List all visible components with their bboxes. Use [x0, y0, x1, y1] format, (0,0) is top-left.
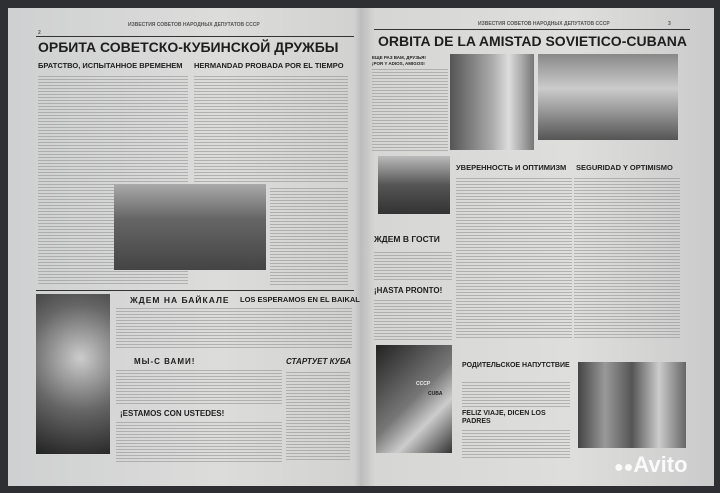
subheadline-ru: БРАТСТВО, ИСПЫТАННОЕ ВРЕМЕНЕМ	[38, 61, 183, 70]
avito-logo-icon: ●●	[614, 459, 634, 476]
parents-es: FELIZ VIAJE, DICEN LOS PADRES	[462, 410, 546, 426]
photo-havana	[538, 54, 678, 140]
photo-city	[114, 184, 266, 270]
photo-space-station	[36, 294, 110, 454]
small-headline-ru: ЕЩЕ РАЗ ВАМ, ДРУЗЬЯ!	[372, 55, 426, 60]
article-text	[116, 370, 282, 406]
article-text	[194, 76, 348, 182]
article-text	[456, 178, 572, 338]
article-text	[116, 422, 282, 462]
with-you-es: ¡ESTAMOS CON USTEDES!	[120, 409, 225, 418]
parents-ru: РОДИТЕЛЬСКОЕ НАПУТСТВИЕ	[462, 362, 570, 369]
small-headline-es: ¡POR Y ADIOS, AMIGOS!	[372, 61, 425, 66]
headline-ru: ОРБИТА СОВЕТСКО-КУБИНСКОЙ ДРУЖБЫ	[38, 39, 339, 55]
guests-es: ¡HASTA PRONTO!	[374, 286, 443, 295]
watermark-text: Avito	[633, 452, 688, 477]
poster-text-ussr: СССР	[416, 381, 431, 387]
newspaper-spread	[8, 8, 714, 486]
article-text	[374, 300, 452, 340]
guests-ru: ЖДЕМ В ГОСТИ	[374, 234, 440, 244]
poster-text-cuba: CUBA	[428, 391, 443, 397]
article-text	[574, 178, 680, 338]
article-text	[462, 382, 570, 408]
article-text	[372, 69, 448, 153]
headline-es: ORBITA DE LA AMISTAD SOVIETICO-CUBANA	[378, 33, 688, 49]
article-text	[374, 252, 452, 282]
masthead-left: ИЗВЕСТИЯ СОВЕТОВ НАРОДНЫХ ДЕПУТАТОВ СССР	[128, 22, 260, 28]
masthead-right: ИЗВЕСТИЯ СОВЕТОВ НАРОДНЫХ ДЕПУТАТОВ СССР	[478, 21, 610, 27]
page-number-left: 2	[38, 30, 41, 36]
baikal-es: LOS ESPERAMOS EN EL BAIKAL	[240, 295, 360, 304]
confidence-ru: УВЕРЕННОСТЬ И ОПТИМИЗМ	[456, 163, 567, 172]
poem-title: СТАРТУЕТ КУБА	[286, 357, 352, 366]
article-text	[270, 188, 348, 286]
photo-cosmonauts	[450, 54, 534, 150]
article-text	[116, 308, 352, 348]
page-number-right: 3	[668, 21, 671, 27]
photo-parents	[578, 362, 686, 448]
section-rule-left	[36, 290, 354, 291]
subheadline-es: HERMANDAD PROBADA POR EL TIEMPO	[194, 61, 344, 70]
with-you-ru: МЫ-С ВАМИ!	[134, 357, 196, 366]
header-rule-right	[374, 29, 690, 30]
poem-text	[286, 372, 350, 462]
photo-poster	[376, 345, 452, 453]
header-rule-left	[36, 36, 354, 37]
baikal-ru: ЖДЕМ НА БАЙКАЛЕ	[130, 295, 230, 305]
avito-watermark	[614, 452, 688, 478]
photo-field	[378, 156, 450, 214]
confidence-es: SEGURIDAD Y OPTIMISMO	[576, 163, 673, 172]
article-text	[462, 430, 570, 460]
